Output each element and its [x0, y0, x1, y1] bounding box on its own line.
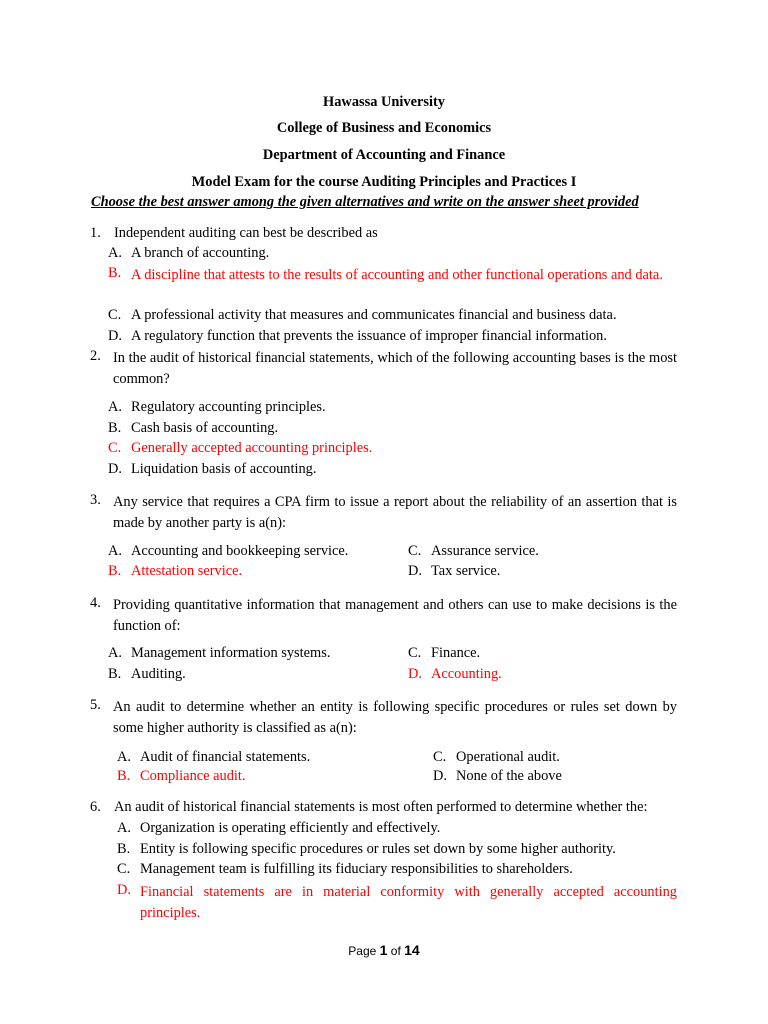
page-footer [0, 942, 768, 958]
option-letter: B. [117, 841, 131, 857]
option-letter: C. [408, 543, 422, 559]
option-text: Regulatory accounting principles. [131, 399, 326, 415]
option-text: Organization is operating efficiently and effectively. [140, 820, 441, 836]
option-letter: D. [108, 328, 122, 344]
option-letter: D. [117, 882, 131, 898]
option-text: A professional activity that measures and communicates financial and business data. [131, 307, 617, 323]
question-stem: Independent auditing can best be described as [114, 225, 378, 241]
option-text: Accounting and bookkeeping service. [131, 543, 349, 559]
university-name: Hawassa University [323, 94, 445, 110]
option-text: Tax service. [431, 563, 501, 579]
option-text: None of the above [456, 768, 562, 784]
option-letter: A. [108, 543, 122, 559]
option-letter: D. [433, 768, 447, 784]
option-text: Management team is fulfilling its fiduciary responsibilities to shareholders. [140, 861, 573, 877]
option-text: Liquidation basis of accounting. [131, 461, 317, 477]
option-text: Finance. [431, 645, 481, 661]
page-current: 1 [379, 942, 388, 958]
college-name: College of Business and Economics [276, 120, 492, 136]
option-text: Auditing. [131, 666, 186, 682]
exam-title: Model Exam for the course Auditing Principles and Practices I [191, 174, 577, 190]
option-text-correct: Accounting. [431, 666, 502, 682]
option-letter: D. [108, 461, 122, 477]
instructions: Choose the best answer among the given alternatives and write on the answer sheet provided [91, 194, 639, 210]
question-stem: An audit to determine whether an entity is following specific procedures or rules set down by some higher authority is classified as a(n): [113, 699, 677, 736]
option-letter: A. [108, 399, 122, 415]
question-stem: An audit of historical financial statements is most often performed to determine whether the: [114, 799, 648, 815]
option-letter: C. [108, 440, 122, 456]
of-word: of [390, 944, 401, 958]
option-letter: B. [117, 768, 131, 784]
option-text: Operational audit. [456, 749, 560, 765]
question-stem: In the audit of historical financial statements, which of the following accounting bases is the most common? [113, 350, 677, 387]
department-name: Department of Accounting and Finance [262, 147, 506, 163]
option-text: A regulatory function that prevents the issuance of improper financial information. [131, 328, 607, 344]
option-text-correct: Financial statements are in material conformity with generally accepted accounting principles. [140, 884, 677, 921]
option-text: A branch of accounting. [131, 245, 270, 261]
question-number: 1. [90, 225, 101, 241]
option-letter: A. [117, 749, 131, 765]
question-stem: Any service that requires a CPA firm to issue a report about the reliability of an assertion that is made by another party is a(n): [113, 494, 677, 531]
option-text-correct: A discipline that attests to the results of accounting and other functional operations and data. [131, 267, 663, 283]
option-text: Entity is following specific procedures or rules set down by some higher authority. [140, 841, 616, 857]
option-letter: C. [108, 307, 122, 323]
option-letter: B. [108, 420, 122, 436]
option-letter: C. [117, 861, 131, 877]
option-letter: C. [408, 645, 422, 661]
option-text: Management information systems. [131, 645, 331, 661]
option-letter: B. [108, 265, 122, 281]
page-total: 14 [404, 942, 420, 958]
question-number: 4. [90, 595, 101, 611]
option-letter: A. [108, 245, 122, 261]
question-stem: Providing quantitative information that management and others can use to make decisions is the function of: [113, 597, 677, 634]
page-word: Page [348, 944, 377, 958]
question-number: 3. [90, 492, 101, 508]
option-text: Cash basis of accounting. [131, 420, 279, 436]
option-letter: D. [408, 666, 422, 682]
option-letter: B. [108, 563, 122, 579]
option-letter: A. [108, 645, 122, 661]
option-letter: C. [433, 749, 447, 765]
option-text-correct: Generally accepted accounting principles. [131, 440, 373, 456]
question-number: 2. [90, 348, 101, 364]
question-number: 6. [90, 799, 101, 815]
option-text-correct: Attestation service. [131, 563, 243, 579]
option-letter: B. [108, 666, 122, 682]
question-number: 5. [90, 697, 101, 713]
option-text: Audit of financial statements. [140, 749, 311, 765]
option-text: Assurance service. [431, 543, 539, 559]
option-letter: A. [117, 820, 131, 836]
option-letter: D. [408, 563, 422, 579]
option-text-correct: Compliance audit. [140, 768, 246, 784]
